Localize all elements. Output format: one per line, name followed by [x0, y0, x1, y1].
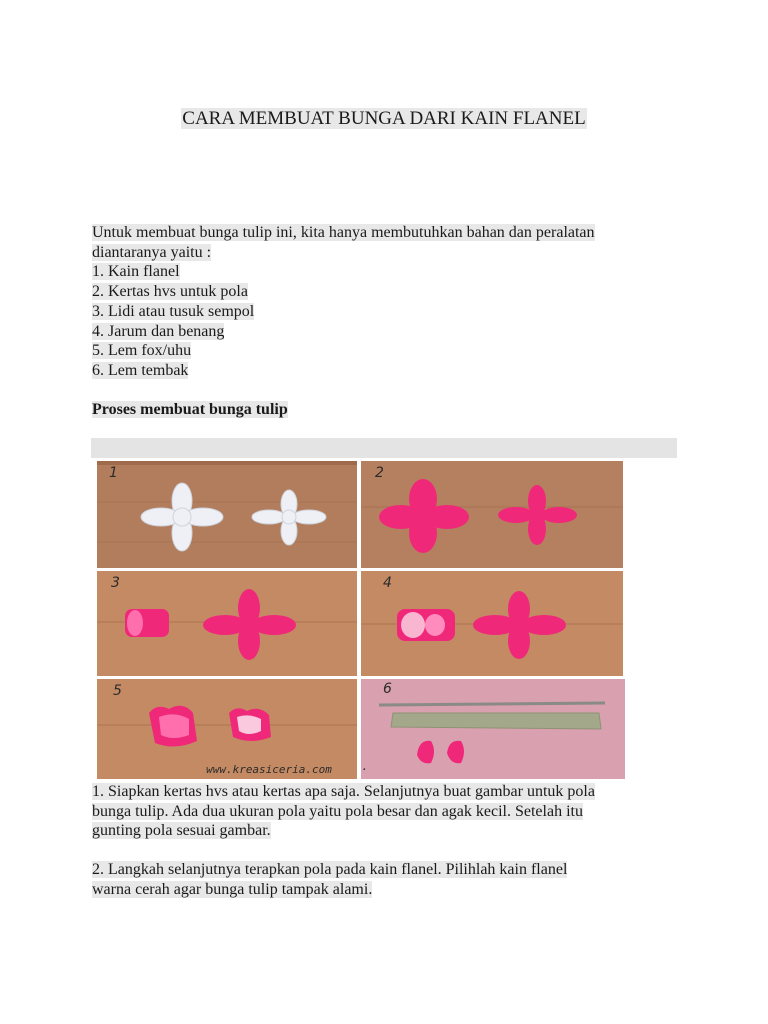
- step-number-label: 4: [383, 575, 392, 591]
- rolled-pink-cylinder: [397, 609, 455, 641]
- tulip-bud-small: [229, 708, 271, 741]
- section-heading: Proses membuat bunga tulip: [92, 401, 288, 418]
- tutorial-photo-grid: [95, 458, 626, 779]
- green-flannel-strip: [391, 713, 601, 729]
- step-photo-1: [97, 461, 357, 568]
- materials-item: 1. Kain flanel: [92, 263, 180, 281]
- tulip-bud-large: [149, 706, 197, 747]
- watermark-text: www.kreasiceria.com: [206, 763, 332, 776]
- step-number-label: 3: [111, 575, 120, 591]
- image-caption-bar: [91, 438, 677, 458]
- step-1-paragraph: [92, 782, 652, 841]
- intro-line: Untuk membuat bunga tulip ini, kita hanya membutuhkan bahan dan peralatan: [92, 224, 595, 241]
- svg-text:·: ·: [361, 763, 368, 776]
- rolled-pink-cylinder: [125, 609, 169, 637]
- step-photo-5: [97, 679, 357, 779]
- materials-item: 3. Lidi atau tusuk sempol: [92, 302, 255, 320]
- skewer-stick: [379, 703, 605, 705]
- materials-item: 5. Lem fox/uhu: [92, 342, 192, 360]
- step-photo-3: [97, 571, 357, 676]
- materials-item: 4. Jarum dan benang: [92, 322, 225, 340]
- step-2-paragraph: [92, 860, 652, 899]
- materials-item: 2. Kertas hvs untuk pola: [92, 283, 248, 301]
- intro-paragraph: [92, 223, 682, 381]
- page-title: CARA MEMBUAT BUNGA DARI KAIN FLANEL: [182, 108, 586, 129]
- step-line: 1. Siapkan kertas hvs atau kertas apa saja. Selanjutnya buat gambar untuk pola: [92, 783, 595, 800]
- step-line: 2. Langkah selanjutnya terapkan pola pada kain flanel. Pilihlah kain flanel: [92, 861, 568, 878]
- materials-item: 6. Lem tembak: [92, 361, 189, 379]
- step-number-label: 5: [113, 683, 122, 699]
- step-line: warna cerah agar bunga tulip tampak alami.: [92, 880, 373, 898]
- step-line: bunga tulip. Ada dua ukuran pola yaitu pola besar dan agak kecil. Setelah itu: [92, 802, 583, 820]
- step-number-label: 1: [109, 465, 118, 481]
- step-number-label: 2: [375, 465, 384, 481]
- step-photo-6: [361, 679, 625, 779]
- step-number-label: 6: [383, 681, 392, 697]
- step-line: gunting pola sesuai gambar.: [92, 822, 271, 840]
- step-photo-4: [361, 571, 623, 676]
- step-photo-2: [361, 461, 623, 568]
- intro-line: diantaranya yaitu :: [92, 243, 212, 261]
